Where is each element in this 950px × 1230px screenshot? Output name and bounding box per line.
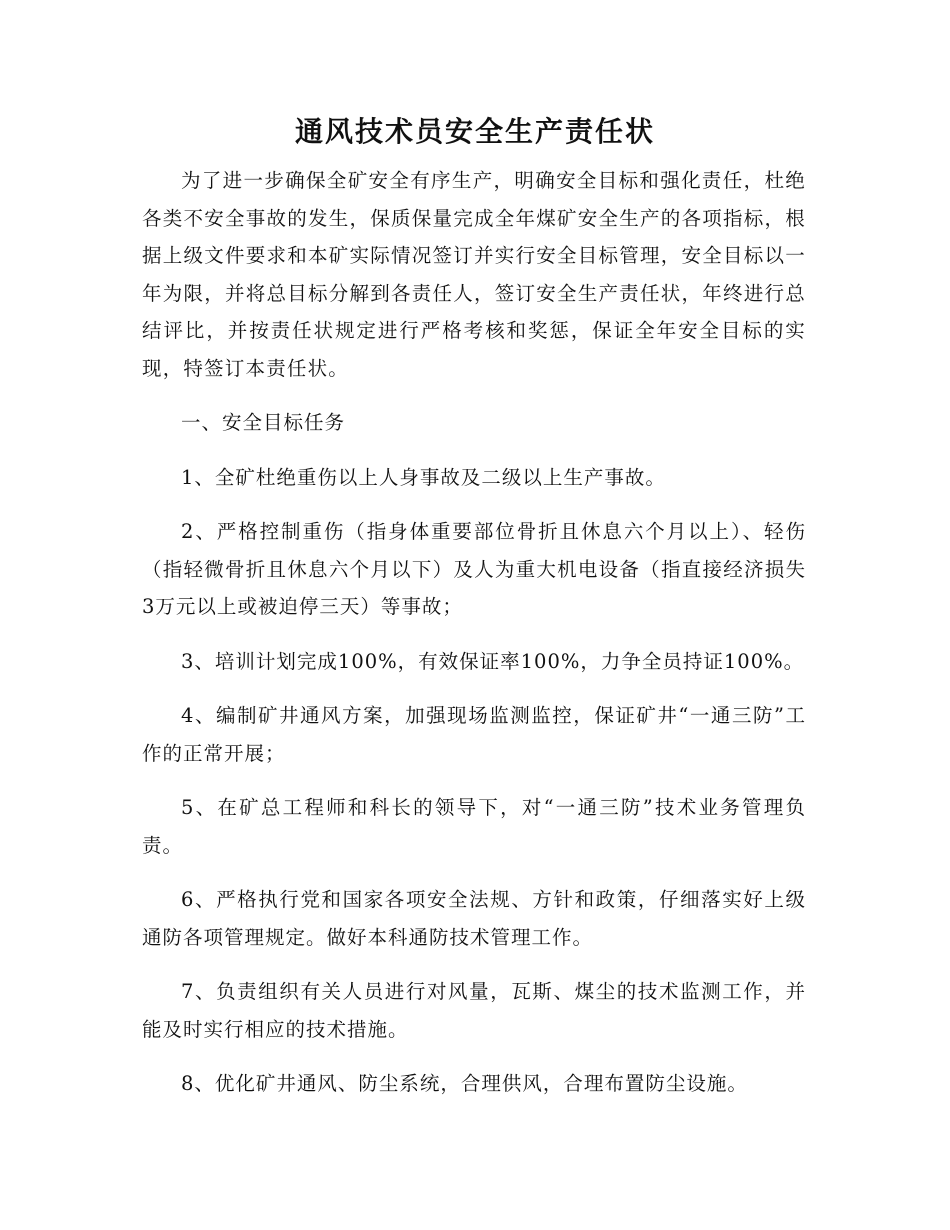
section-heading: 一、安全目标任务	[181, 411, 346, 434]
list-item: 2、严格控制重伤（指身体重要部位骨折且休息六个月以上）、轻伤（指轻微骨折且休息六个月以下）及人为重大机电设备（指直接经济损失3万元以上或被迫停三天）等事故；	[142, 520, 806, 618]
list-item: 5、在矿总工程师和科长的领导下，对“一通三防”技术业务管理负责。	[142, 796, 806, 857]
intro-paragraph: 为了进一步确保全矿安全有序生产，明确安全目标和强化责任，杜绝各类不安全事故的发生，保质保量完成全年煤矿安全生产的各项指标，根据上级文件要求和本矿实际情况签订并实行安全目标管理，安全目标以一年为限，并将总目标分解到各责任人，签订安全生产责任状，年终进行总结评比，并按责任状规定进行严格考核和奖惩，保证全年安全目标的实现，特签订本责任状。	[142, 169, 806, 380]
list-item: 3、培训计划完成100%，有效保证率100%，力争全员持证100%。	[181, 649, 805, 673]
document-body	[142, 162, 806, 1120]
document-title: 通风技术员安全生产责任状	[294, 115, 655, 148]
list-item: 8、优化矿井通风、防尘系统，合理供风，合理布置防尘设施。	[181, 1072, 748, 1095]
list-item: 4、编制矿井通风方案，加强现场监测监控，保证矿井“一通三防”工作的正常开展；	[142, 704, 806, 765]
list-item: 1、全矿杜绝重伤以上人身事故及二级以上生产事故。	[181, 465, 666, 489]
list-item: 6、严格执行党和国家各项安全法规、方针和政策，仔细落实好上级通防各项管理规定。做好本科通防技术管理工作。	[142, 888, 806, 949]
list-item: 7、负责组织有关人员进行对风量，瓦斯、煤尘的技术监测工作，并能及时实行相应的技术措施。	[142, 980, 806, 1041]
